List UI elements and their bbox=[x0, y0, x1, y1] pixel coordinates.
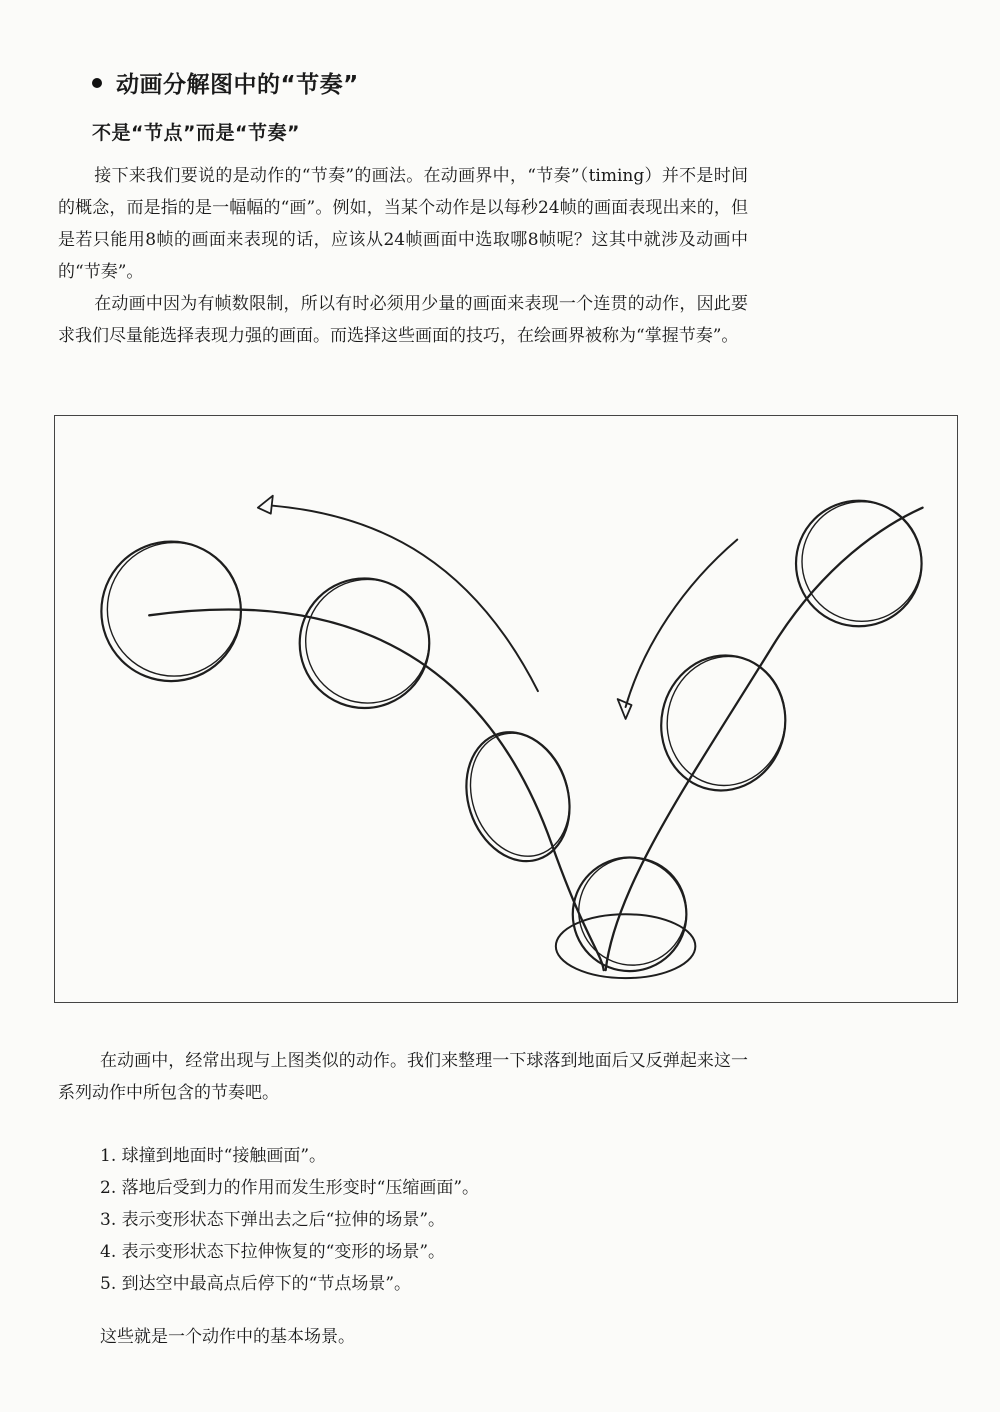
ball-sketch-7-peak bbox=[796, 501, 922, 627]
ball-sketch-7-retrace bbox=[802, 502, 922, 622]
section-heading-text: 动画分解图中的“节奏” bbox=[116, 72, 359, 98]
list-item: 3. 表示变形状态下弹出去之后“拉伸的场景”。 bbox=[100, 1210, 446, 1230]
motion-arrow-right-line bbox=[626, 540, 738, 707]
paragraph-3-text: 在动画中，经常出现与上图类似的动作。我们来整理一下球落到地面后又反弹起来这一系列动作中所包含的节奏吧。 bbox=[58, 1051, 748, 1103]
list-item: 5. 到达空中最高点后停下的“节点场景”。 bbox=[100, 1274, 412, 1294]
bullet-icon bbox=[92, 78, 102, 88]
bouncing-ball-figure bbox=[54, 415, 958, 1003]
motion-arrow-left-line bbox=[273, 506, 538, 691]
paragraph-1 bbox=[58, 160, 748, 288]
motion-arrow-right-head bbox=[618, 699, 632, 719]
ball-sketch-3-retrace bbox=[455, 720, 585, 869]
list-item: 4. 表示变形状态下拉伸恢复的“变形的场景”。 bbox=[100, 1242, 446, 1262]
ball-sketch-1 bbox=[101, 542, 241, 682]
paragraph-2-text: 在动画中因为有帧数限制，所以有时必须用少量的画面来表现一个连贯的动作，因此要求我们尽量能选择表现力强的画面。而选择这些画面的技巧，在绘画界被称为“掌握节奏”。 bbox=[58, 294, 748, 346]
timing-list bbox=[100, 1140, 479, 1300]
ball-sketch-3-stretched bbox=[450, 719, 585, 875]
ball-sketch-2 bbox=[300, 578, 430, 708]
closing-text: 这些就是一个动作中的基本场景。 bbox=[100, 1327, 355, 1347]
subheading: 不是“节点”而是“节奏” bbox=[92, 122, 300, 144]
paragraph-1-text: 接下来我们要说的是动作的“节奏”的画法。在动画界中，“节奏”（timing）并不是时间的概念，而是指的是一幅幅的“画”。例如，当某个动作是以每秒24帧的画面表现出来的，但是若只能用8帧的画面来表现的话，应该从24帧画面中选取哪8帧呢？这其中就涉及动画中的“节奏”。 bbox=[58, 166, 748, 282]
ball-sketch-2-retrace bbox=[306, 579, 430, 703]
section-heading bbox=[92, 66, 359, 99]
paragraph-2 bbox=[58, 288, 748, 352]
list-item: 2. 落地后受到力的作用而发生形变时“压缩画面”。 bbox=[100, 1178, 480, 1198]
bouncing-ball-sketch-icon bbox=[55, 416, 957, 1002]
trajectory-rise-line bbox=[606, 508, 923, 970]
list-item: 1. 球撞到地面时“接触画面”。 bbox=[100, 1146, 327, 1166]
motion-arrow-left-head bbox=[258, 496, 273, 514]
paragraph-3 bbox=[58, 1045, 748, 1109]
